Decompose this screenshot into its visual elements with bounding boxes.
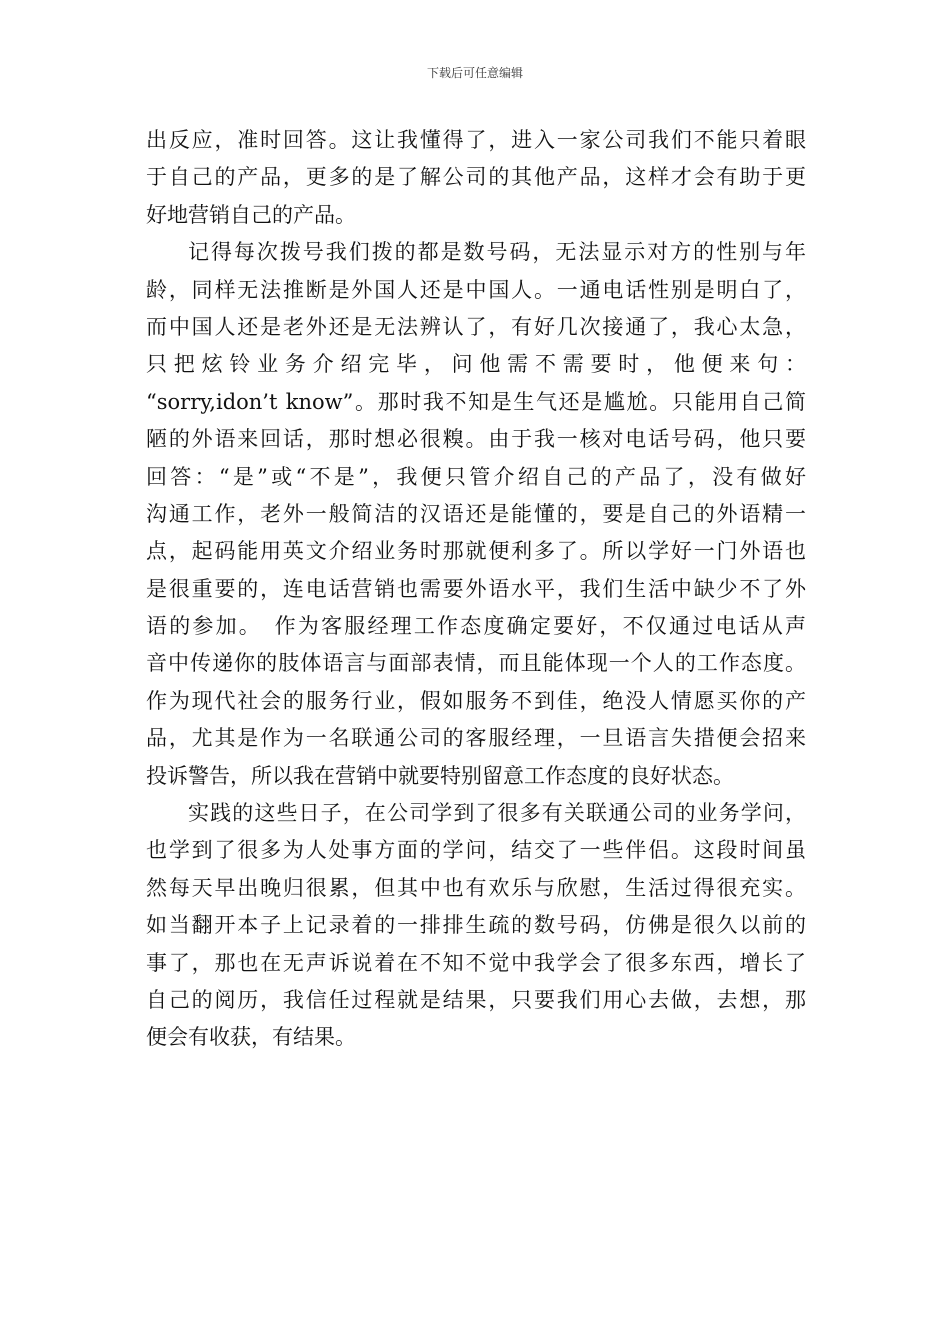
text-line: 只把炫铃业务介绍完毕，问他需不需要时，他便来句： xyxy=(146,352,806,377)
text-line: 也学到了很多为人处事方面的学问，结交了一些伴侣。这段时间虽 xyxy=(146,838,806,863)
text-line: 投诉警告，所以我在营销中就要特别留意工作态度的良好状态。 xyxy=(146,763,734,788)
text-line: 而中国人还是老外还是无法辨认了，有好几次接通了，我心太急， xyxy=(146,314,806,339)
text-line: 记得每次拨号我们拨的都是数号码，无法显示对方的性别与年 xyxy=(188,240,806,265)
text-line: 出反应，准时回答。这让我懂得了，进入一家公司我们不能只着眼 xyxy=(146,128,806,152)
document-body xyxy=(146,122,806,1057)
page-header: 下载后可任意编辑 xyxy=(426,66,523,80)
text-line: 如当翻开本子上记录着的一排排生疏的数号码，仿佛是很久以前的 xyxy=(146,913,806,938)
text-line: 便会有收获，有结果。 xyxy=(146,1025,356,1050)
text-line: 语的参加。 作为客服经理工作态度确定要好，不仅通过电话从声 xyxy=(146,614,806,639)
text-line: 作为现代社会的服务行业，假如服务不到佳，绝没人情愿买你的产 xyxy=(146,688,806,713)
text-line: 自己的阅历，我信任过程就是结果，只要我们用心去做，去想，那 xyxy=(146,987,806,1012)
text-line: 陋的外语来回话，那时想必很糗。由于我一核对电话号码，他只要 xyxy=(146,427,806,452)
text-line: 沟通工作，老外一般简洁的汉语还是能懂的，要是自己的外语精一 xyxy=(146,501,806,526)
text-line: 好地营销自己的产品。 xyxy=(146,202,356,227)
text-line: 于自己的产品，更多的是了解公司的其他产品，这样才会有助于更 xyxy=(146,165,806,190)
text-line: 音中传递你的肢体语言与面部表情，而且能体现一个人的工作态度。 xyxy=(146,651,806,676)
text-line: 点，起码能用英文介绍业务时那就便利多了。所以学好一门外语也 xyxy=(146,539,806,564)
text-line: 实践的这些日子，在公司学到了很多有关联通公司的业务学问， xyxy=(188,801,806,826)
text-line: “sorry,idon’t know”。那时我不知是生气还是尴尬。只能用自己简 xyxy=(146,389,806,414)
text-line: 是很重要的，连电话营销也需要外语水平，我们生活中缺少不了外 xyxy=(146,576,806,601)
text-line: 品，尤其是作为一名联通公司的客服经理，一旦语言失措便会招来 xyxy=(146,726,806,751)
text-line: 事了，那也在无声诉说着在不知不觉中我学会了很多东西，增长了 xyxy=(146,950,806,975)
text-line: 然每天早出晚归很累，但其中也有欢乐与欣慰，生活过得很充实。 xyxy=(146,875,806,900)
text-line: 回答：“是”或“不是”，我便只管介绍自己的产品了，没有做好 xyxy=(146,464,806,489)
text-line: 龄，同样无法推断是外国人还是中国人。一通电话性别是明白了， xyxy=(146,277,806,302)
